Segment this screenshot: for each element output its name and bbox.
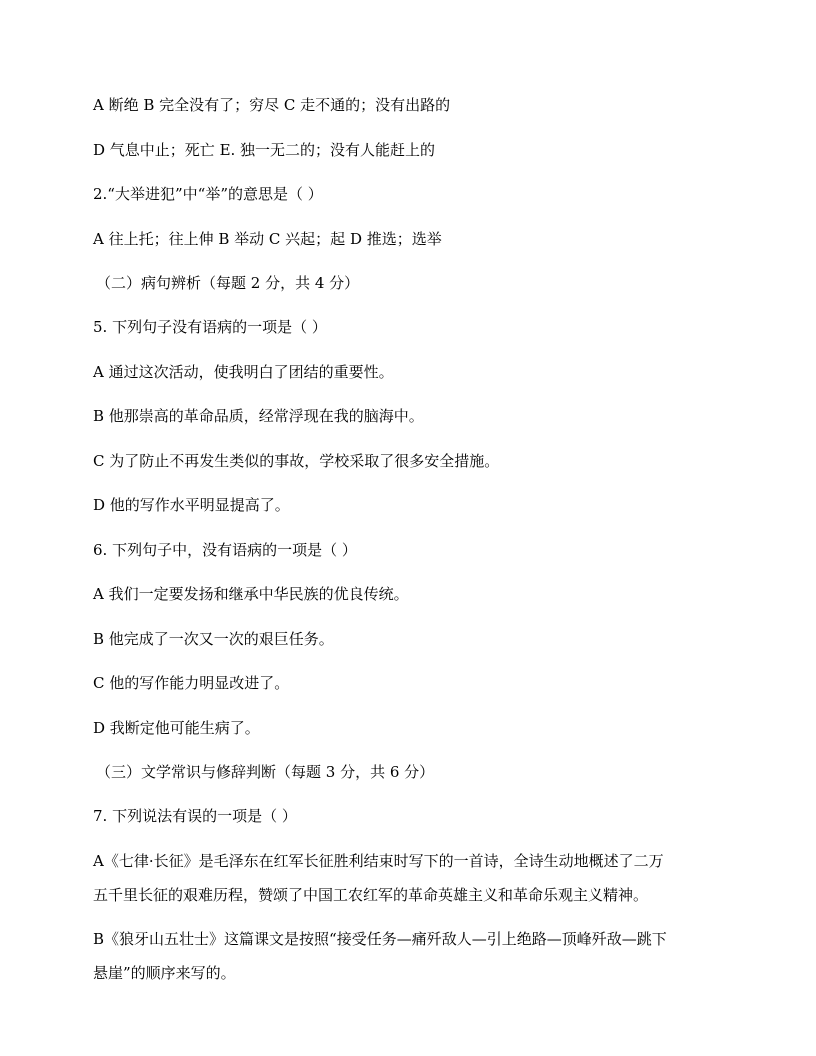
- section-heading: （二）病句辨析（每题 2 分，共 4 分）: [96, 274, 360, 292]
- option-line: B 他完成了一次又一次的艰巨任务。: [93, 630, 334, 648]
- option-line: D 气息中止；死亡 E. 独一无二的；没有人能赶上的: [93, 141, 436, 159]
- option-line: A 往上托；往上伸 B 举动 C 兴起；起 D 推选；选举: [93, 230, 442, 248]
- option-line: A 我们一定要发扬和继承中华民族的优良传统。: [93, 585, 409, 603]
- option-line: A 断绝 B 完全没有了；穷尽 C 走不通的；没有出路的: [93, 96, 451, 114]
- option-line: D 他的写作水平明显提高了。: [93, 496, 290, 514]
- option-line: A 通过这次活动，使我明白了团结的重要性。: [93, 363, 394, 381]
- option-line: C 为了防止不再发生类似的事故，学校采取了很多安全措施。: [93, 452, 500, 470]
- option-paragraph-line: 五千里长征的艰难历程，赞颂了中国工农红军的革命英雄主义和革命乐观主义精神。: [93, 886, 649, 904]
- option-paragraph-line: 悬崖”的顺序来写的。: [93, 964, 236, 982]
- option-line: B 他那崇高的革命品质，经常浮现在我的脑海中。: [93, 407, 424, 425]
- section-heading: （三）文学常识与修辞判断（每题 3 分，共 6 分）: [96, 763, 435, 781]
- question-line: 7. 下列说法有误的一项是（ ）: [93, 807, 297, 825]
- question-line: 2.“大举进犯”中“举”的意思是（ ）: [93, 185, 323, 203]
- question-line: 5. 下列句子没有语病的一项是（ ）: [93, 318, 327, 336]
- option-paragraph: [93, 922, 723, 990]
- option-paragraph-line: A《七律·长征》是毛泽东在红军长征胜利结束时写下的一首诗，全诗生动地概述了二万: [93, 852, 664, 870]
- option-line: D 我断定他可能生病了。: [93, 719, 260, 737]
- option-paragraph-line: B《狼牙山五壮士》这篇课文是按照“接受任务—痛歼敌人—引上绝路—顶峰歼敌—跳下: [93, 930, 667, 948]
- option-paragraph: [93, 844, 723, 912]
- option-line: C 他的写作能力明显改进了。: [93, 674, 290, 692]
- question-line: 6. 下列句子中，没有语病的一项是（ ）: [93, 541, 357, 559]
